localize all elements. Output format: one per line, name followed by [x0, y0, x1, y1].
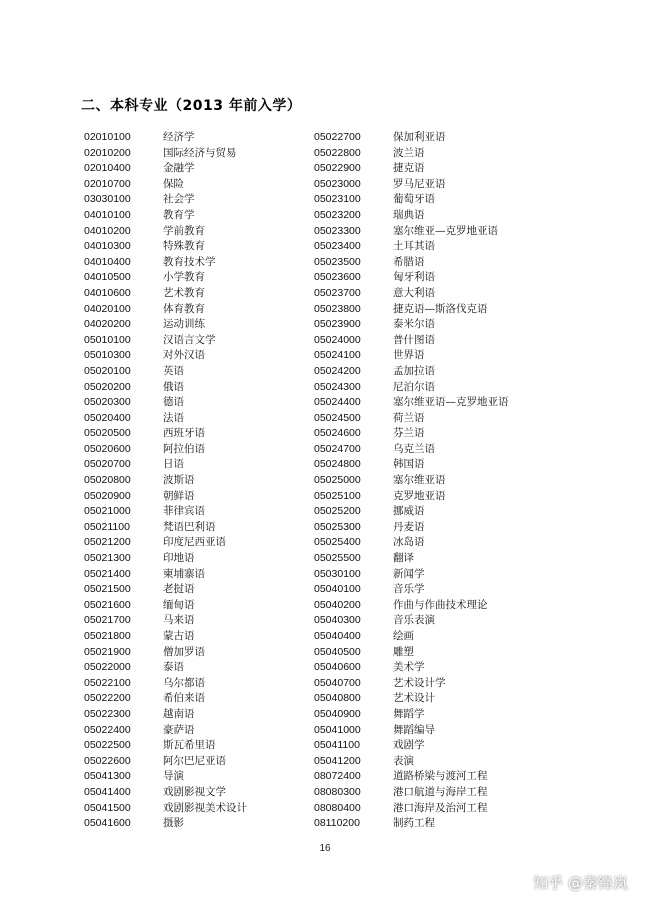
major-row: [84, 660, 247, 676]
major-name: 艺术教育: [163, 286, 205, 299]
major-row: [84, 333, 247, 349]
major-name: 英语: [163, 364, 184, 377]
major-name: 美术学: [393, 661, 425, 674]
major-name: 僧加罗语: [163, 645, 205, 658]
major-name: 小学教育: [163, 271, 205, 284]
major-row: [84, 255, 247, 271]
major-code: 05023700: [314, 286, 361, 299]
major-name: 克罗地亚语: [393, 489, 446, 502]
major-row: [84, 801, 247, 817]
major-row: [84, 380, 247, 396]
major-code: 05022600: [84, 754, 131, 767]
major-code: 05020700: [84, 458, 131, 471]
major-row: [84, 177, 247, 193]
major-name: 丹麦语: [393, 520, 425, 533]
major-row: [84, 317, 247, 333]
major-code: 05040500: [314, 645, 361, 658]
major-name: 尼泊尔语: [393, 380, 435, 393]
major-row: [84, 613, 247, 629]
major-code: 04010400: [84, 255, 131, 268]
major-name: 塞尔维亚语—克罗地亚语: [393, 396, 509, 409]
major-code: 05041600: [84, 817, 131, 830]
major-name: 舞蹈学: [393, 707, 425, 720]
major-row: [84, 723, 247, 739]
major-code: 05040400: [314, 630, 361, 642]
major-row: [84, 146, 247, 162]
major-row: [84, 707, 247, 723]
major-name: 朝鲜语: [163, 489, 195, 502]
major-code: 05041100: [314, 739, 360, 752]
major-code: 05024000: [314, 333, 361, 346]
major-code: 05023900: [314, 318, 361, 331]
major-row: [314, 660, 509, 676]
major-name: 印地语: [163, 552, 195, 565]
major-row: [84, 426, 247, 442]
major-code: 05023800: [314, 302, 361, 315]
major-row: [314, 629, 509, 645]
major-name: 泰米尔语: [393, 318, 435, 331]
major-name: 教育技术学: [163, 255, 216, 268]
major-row: [314, 785, 509, 801]
major-code: 05020900: [84, 489, 131, 502]
major-code: 05021700: [84, 614, 131, 627]
major-name: 戏剧学: [393, 739, 425, 752]
major-name: 法语: [163, 411, 184, 424]
major-row: [84, 629, 247, 645]
major-name: 阿尔巴尼亚语: [163, 754, 226, 767]
major-code: 05022400: [84, 723, 131, 736]
major-name: 意大利语: [393, 286, 435, 299]
major-row: [314, 224, 509, 240]
major-code: 05021300: [84, 552, 131, 565]
major-code: 04020100: [84, 302, 131, 315]
major-code: 05023600: [314, 271, 361, 284]
major-row: [84, 598, 247, 614]
major-row: [314, 239, 509, 255]
major-row: [314, 177, 509, 193]
major-name: 菲律宾语: [163, 505, 205, 518]
major-code: 05021600: [84, 598, 131, 611]
major-row: [314, 395, 509, 411]
major-name: 港口航道与海岸工程: [393, 785, 488, 798]
major-name: 柬埔寨语: [163, 567, 205, 580]
major-name: 音乐学: [393, 583, 425, 596]
major-row: [84, 489, 247, 505]
major-name: 体育教育: [163, 302, 205, 315]
major-code: 05020600: [84, 442, 131, 455]
major-row: [314, 208, 509, 224]
major-code: 05023500: [314, 255, 361, 268]
major-name: 戏剧影视文学: [163, 785, 226, 798]
major-name: 老挝语: [163, 583, 195, 596]
major-row: [84, 473, 247, 489]
major-row: [314, 738, 509, 754]
major-row: [84, 551, 247, 567]
major-row: [314, 816, 509, 832]
major-row: [84, 411, 247, 427]
major-name: 舞蹈编导: [393, 723, 435, 736]
major-row: [314, 161, 509, 177]
major-name: 捷克语—斯洛伐克语: [393, 302, 488, 315]
major-name: 作曲与作曲技术理论: [393, 598, 488, 611]
major-name: 特殊教育: [163, 240, 205, 253]
major-code: 05022300: [84, 707, 131, 720]
major-code: 05024300: [314, 380, 361, 393]
major-code: 05024400: [314, 396, 361, 409]
major-code: 05025500: [314, 552, 361, 565]
major-code: 08080300: [314, 785, 361, 798]
major-name: 葡萄牙语: [393, 193, 435, 206]
major-code: 08072400: [314, 770, 361, 783]
major-name: 音乐表演: [393, 614, 435, 627]
major-code: 02010100: [84, 131, 131, 143]
major-code: 05010100: [84, 333, 131, 346]
major-row: [84, 270, 247, 286]
major-row: [84, 224, 247, 240]
major-name: 翻译: [393, 552, 414, 565]
major-name: 艺术设计学: [393, 676, 446, 689]
major-code: 05022500: [84, 739, 131, 752]
major-code: 04010100: [84, 208, 131, 221]
major-code: 05022000: [84, 661, 131, 674]
major-name: 塞尔维亚—克罗地亚语: [393, 224, 498, 237]
major-name: 越南语: [163, 707, 195, 720]
major-name: 摄影: [163, 817, 184, 830]
major-code: 05020100: [84, 364, 131, 377]
major-list-left: [84, 130, 247, 832]
major-name: 希伯来语: [163, 692, 205, 705]
major-code: 05041500: [84, 801, 131, 814]
major-name: 捷克语: [393, 162, 425, 175]
major-row: [314, 380, 509, 396]
major-code: 08080400: [314, 801, 361, 814]
major-row: [314, 676, 509, 692]
major-code: 05024200: [314, 364, 361, 377]
major-code: 05025000: [314, 474, 361, 487]
major-row: [84, 567, 247, 583]
major-row: [84, 457, 247, 473]
major-name: 表演: [393, 754, 414, 767]
major-row: [314, 551, 509, 567]
major-row: [314, 769, 509, 785]
major-row: [84, 286, 247, 302]
major-code: 05025100: [314, 489, 361, 502]
major-name: 普什图语: [393, 333, 435, 346]
major-code: 05040100: [314, 583, 361, 596]
major-row: [84, 691, 247, 707]
major-name: 港口海岸及治河工程: [393, 801, 488, 814]
major-name: 绘画: [393, 630, 414, 642]
major-row: [84, 520, 247, 536]
major-row: [314, 598, 509, 614]
major-name: 雕塑: [393, 645, 414, 658]
major-row: [84, 192, 247, 208]
major-code: 04010200: [84, 224, 131, 237]
major-code: 05020300: [84, 396, 131, 409]
major-code: 05023000: [314, 177, 361, 190]
major-code: 05024600: [314, 427, 361, 440]
major-code: 05021800: [84, 630, 131, 642]
major-row: [314, 364, 509, 380]
major-row: [84, 582, 247, 598]
major-row: [314, 130, 509, 146]
major-list-right: [314, 130, 509, 832]
major-name: 社会学: [163, 193, 195, 206]
major-row: [314, 582, 509, 598]
major-row: [84, 302, 247, 318]
major-row: [84, 504, 247, 520]
major-name: 俄语: [163, 380, 184, 393]
major-row: [84, 754, 247, 770]
major-code: 05021100: [84, 520, 130, 533]
major-name: 匈牙利语: [393, 271, 435, 284]
major-row: [314, 333, 509, 349]
major-name: 金融学: [163, 162, 195, 175]
major-name: 韩国语: [393, 458, 425, 471]
major-code: 05041400: [84, 785, 131, 798]
major-code: 04010300: [84, 240, 131, 253]
major-row: [84, 676, 247, 692]
major-name: 荷兰语: [393, 411, 425, 424]
major-row: [314, 504, 509, 520]
major-name: 国际经济与贸易: [163, 146, 237, 159]
major-code: 05024100: [314, 349, 361, 362]
major-row: [314, 146, 509, 162]
major-code: 05041300: [84, 770, 131, 783]
major-code: 02010700: [84, 177, 131, 190]
major-name: 西班牙语: [163, 427, 205, 440]
major-code: 05040800: [314, 692, 361, 705]
major-code: 05040900: [314, 707, 361, 720]
major-name: 乌克兰语: [393, 442, 435, 455]
major-code: 05024700: [314, 442, 361, 455]
major-row: [314, 255, 509, 271]
major-name: 艺术设计: [393, 692, 435, 705]
major-row: [314, 426, 509, 442]
major-name: 乌尔都语: [163, 676, 205, 689]
major-code: 04010500: [84, 271, 131, 284]
major-name: 缅甸语: [163, 598, 195, 611]
major-code: 04010600: [84, 286, 131, 299]
major-row: [314, 411, 509, 427]
major-row: [84, 130, 247, 146]
major-code: 05024500: [314, 411, 361, 424]
major-code: 08110200: [314, 817, 360, 830]
major-code: 05024800: [314, 458, 361, 471]
major-code: 05022200: [84, 692, 131, 705]
major-row: [314, 457, 509, 473]
major-code: 05021000: [84, 505, 131, 518]
major-name: 土耳其语: [393, 240, 435, 253]
major-name: 希腊语: [393, 255, 425, 268]
major-name: 阿拉伯语: [163, 442, 205, 455]
major-name: 印度尼西亚语: [163, 536, 226, 549]
major-row: [84, 395, 247, 411]
major-row: [314, 302, 509, 318]
major-row: [84, 364, 247, 380]
major-name: 教育学: [163, 208, 195, 221]
major-name: 导演: [163, 770, 184, 783]
major-code: 05020200: [84, 380, 131, 393]
page-number: 16: [319, 843, 331, 854]
major-name: 罗马尼亚语: [393, 177, 446, 190]
major-name: 对外汉语: [163, 349, 205, 362]
major-name: 梵语巴利语: [163, 520, 216, 533]
major-code: 05020400: [84, 411, 131, 424]
major-code: 04020200: [84, 318, 131, 331]
major-name: 马来语: [163, 614, 195, 627]
major-code: 05040600: [314, 661, 361, 674]
major-row: [314, 707, 509, 723]
major-name: 世界语: [393, 349, 425, 362]
major-row: [84, 442, 247, 458]
major-code: 05023300: [314, 224, 361, 237]
major-name: 新闻学: [393, 567, 425, 580]
major-code: 05022700: [314, 131, 361, 143]
major-row: [314, 613, 509, 629]
major-name: 日语: [163, 458, 184, 471]
major-row: [314, 691, 509, 707]
major-name: 泰语: [163, 661, 184, 674]
major-name: 学前教育: [163, 224, 205, 237]
major-name: 蒙古语: [163, 630, 195, 642]
major-code: 05020500: [84, 427, 131, 440]
major-code: 02010200: [84, 146, 131, 159]
major-name: 保险: [163, 177, 184, 190]
major-code: 05023400: [314, 240, 361, 253]
major-row: [84, 785, 247, 801]
major-row: [84, 208, 247, 224]
major-code: 05040700: [314, 676, 361, 689]
major-row: [84, 535, 247, 551]
major-code: 05022900: [314, 162, 361, 175]
major-code: 05025400: [314, 536, 361, 549]
major-code: 02010400: [84, 162, 131, 175]
major-row: [314, 645, 509, 661]
major-code: 05023200: [314, 208, 361, 221]
major-row: [314, 270, 509, 286]
major-row: [314, 754, 509, 770]
major-name: 戏剧影视美术设计: [163, 801, 247, 814]
major-code: 05021400: [84, 567, 131, 580]
major-code: 05025300: [314, 520, 361, 533]
watermark: 知乎 @秦锋岚: [533, 874, 628, 892]
major-code: 05021200: [84, 536, 131, 549]
major-row: [84, 161, 247, 177]
major-code: 05041200: [314, 754, 361, 767]
major-name: 德语: [163, 396, 184, 409]
major-name: 制药工程: [393, 817, 435, 830]
major-row: [314, 286, 509, 302]
major-row: [84, 738, 247, 754]
major-name: 波兰语: [393, 146, 425, 159]
major-row: [314, 473, 509, 489]
major-code: 05021500: [84, 583, 131, 596]
major-row: [314, 520, 509, 536]
major-row: [84, 239, 247, 255]
major-row: [84, 645, 247, 661]
major-code: 05022800: [314, 146, 361, 159]
major-code: 05021900: [84, 645, 131, 658]
page-title: 二、本科专业（2013 年前入学）: [81, 98, 302, 114]
major-row: [314, 348, 509, 364]
major-row: [314, 192, 509, 208]
major-name: 经济学: [163, 131, 195, 143]
major-name: 瑞典语: [393, 208, 425, 221]
major-row: [314, 723, 509, 739]
major-code: 05041000: [314, 723, 361, 736]
major-code: 05040300: [314, 614, 361, 627]
major-name: 孟加拉语: [393, 364, 435, 377]
major-name: 道路桥梁与渡河工程: [393, 770, 488, 783]
major-row: [314, 535, 509, 551]
major-name: 冰岛语: [393, 536, 425, 549]
major-code: 05023100: [314, 193, 361, 206]
major-code: 03030100: [84, 193, 131, 206]
major-name: 斯瓦希里语: [163, 739, 216, 752]
major-name: 波斯语: [163, 474, 195, 487]
major-code: 05020800: [84, 474, 131, 487]
major-code: 05040200: [314, 598, 361, 611]
major-name: 豪萨语: [163, 723, 195, 736]
major-code: 05030100: [314, 567, 361, 580]
major-row: [84, 348, 247, 364]
major-name: 汉语言文学: [163, 333, 216, 346]
major-row: [84, 816, 247, 832]
major-name: 挪威语: [393, 505, 425, 518]
major-row: [314, 489, 509, 505]
major-code: 05025200: [314, 505, 361, 518]
major-name: 保加利亚语: [393, 131, 446, 143]
major-name: 芬兰语: [393, 427, 425, 440]
major-row: [314, 442, 509, 458]
major-row: [314, 567, 509, 583]
major-row: [84, 769, 247, 785]
major-row: [314, 317, 509, 333]
major-code: 05010300: [84, 349, 131, 362]
major-name: 运动训练: [163, 318, 205, 331]
major-row: [314, 801, 509, 817]
major-code: 05022100: [84, 676, 131, 689]
major-name: 塞尔维亚语: [393, 474, 446, 487]
